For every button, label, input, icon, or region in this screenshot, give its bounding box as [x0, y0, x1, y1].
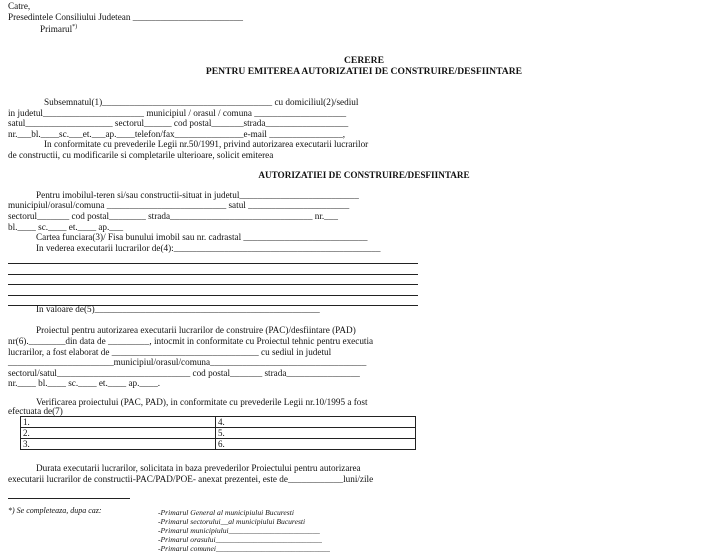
applicant-line-6: de constructii, cu modificarile si completarile ulterioare, solicit emiterea	[8, 150, 274, 160]
project-line-6: nr.____ bl.____ sc.____ et.____ ap.____.	[8, 378, 161, 388]
project-line-5: sectorul/satul_____________________________ cod postal_______ strada________________	[8, 368, 360, 378]
applicant-line-1: Subsemnatul(1)_____________________________________ cu domiciliul(2)/sediul	[44, 97, 359, 107]
blank-line	[8, 295, 418, 296]
table-row	[21, 417, 416, 428]
blank-line	[8, 284, 418, 285]
applicant-line-4: nr.___bl.____sc.___et.___ap.____telefon/fax_______________e-mail ________________,	[8, 129, 346, 139]
verification-line-2: efectuata de(7)	[8, 406, 63, 416]
footnote-label: *) Se completeaza, dupa caz:	[8, 506, 102, 515]
duration-line-2: executarii lucrarilor de constructii-PAC/PAD/POE- anexat prezentei, este de____________luni/zile	[8, 474, 374, 484]
footnote-item: -Primarul municipiului________________________	[158, 526, 320, 535]
site-line-4: bl.____ sc.____ et.____ ap.___	[8, 222, 124, 232]
site-line-3: sectorul_______ cod postal________ strada_______________________________ nr.___	[8, 211, 338, 221]
duration-line-1: Durata executarii lucrarilor, solicitata in baza prevederilor Proiectului pentru autorizarea	[36, 463, 361, 473]
footnote-item: -Primarul orasului____________________________	[158, 535, 322, 544]
mayor-note-mark: *)	[72, 24, 78, 30]
mayor-line	[40, 22, 77, 35]
president-line: Presedintele Consiliului Judetean ________________________	[8, 12, 244, 22]
footnote-item: -Primarul comunei______________________________	[158, 544, 330, 553]
verification-line-1: Verificarea proiectului (PAC, PAD), in conformitate cu prevederile Legii nr.10/1995 a fost	[36, 397, 368, 407]
applicant-line-2: in judetul______________________ municipiul / orasul / comuna ____________________	[8, 108, 347, 118]
project-line-4: _______________________municipiul/orasul/comuna__________________________________	[8, 357, 367, 367]
applicant-line-3: satul___________________ sectorul______ cod postal_______strada__________________	[8, 118, 349, 128]
table-cell[interactable]: 4.	[216, 417, 416, 428]
applicant-line-5: In conformitate cu prevederile Legii nr.50/1991, privind autorizarea executarii lucrarilor	[44, 139, 369, 149]
works-line: In vederea executarii lucrarilor de(4):_____________________________________________	[36, 243, 381, 253]
project-line-1: Proiectul pentru autorizarea executarii lucrarilor de construire (PAC)/desfiintare (PAD)	[36, 325, 356, 335]
document-subtitle: PENTRU EMITEREA AUTORIZATIEI DE CONSTRUIRE/DESFIINTARE	[205, 66, 523, 77]
addressee-label: Catre,	[8, 1, 31, 11]
table-cell[interactable]: 1.	[21, 417, 216, 428]
table-row	[21, 439, 416, 450]
table-cell[interactable]: 3.	[21, 439, 216, 450]
document-title: CERERE	[344, 55, 384, 66]
table-cell[interactable]: 2.	[21, 428, 216, 439]
value-line: In valoare de(5)_________________________________________________	[36, 304, 320, 314]
project-line-2: nr(6).________din data de _________, intocmit in conformitate cu Proiectul tehnic pentru executia	[8, 336, 374, 346]
mayor-label: Primarul	[40, 24, 73, 35]
cadastral-line: Cartea funciara(3)/ Fisa bunului imobil sau nr. cadrastal ___________________________	[36, 232, 368, 242]
project-line-3: lucrarilor, a fost elaborat de ________________________________ cu sediul in judetul	[8, 347, 332, 357]
footnote-rule	[8, 498, 130, 499]
blank-line	[8, 274, 418, 275]
verifiers-table	[20, 416, 416, 450]
blank-line	[8, 263, 418, 264]
table-cell[interactable]: 6.	[216, 439, 416, 450]
table-row	[21, 428, 416, 439]
footnote-item: -Primarul General al municipiului Bucuresti	[158, 508, 294, 517]
site-line-1: Pentru imobilul-teren si/sau constructii-situat in judetul__________________________	[36, 190, 359, 200]
footnote-item: -Primarul sectorului__al municipiului Bucuresti	[158, 517, 306, 526]
section-title: AUTORIZATIEI DE CONSTRUIRE/DESFIINTARE	[258, 170, 470, 180]
table-cell[interactable]: 5.	[216, 428, 416, 439]
site-line-2: municipiul/orasul/comuna __________________________ satul ______________________	[8, 200, 350, 210]
